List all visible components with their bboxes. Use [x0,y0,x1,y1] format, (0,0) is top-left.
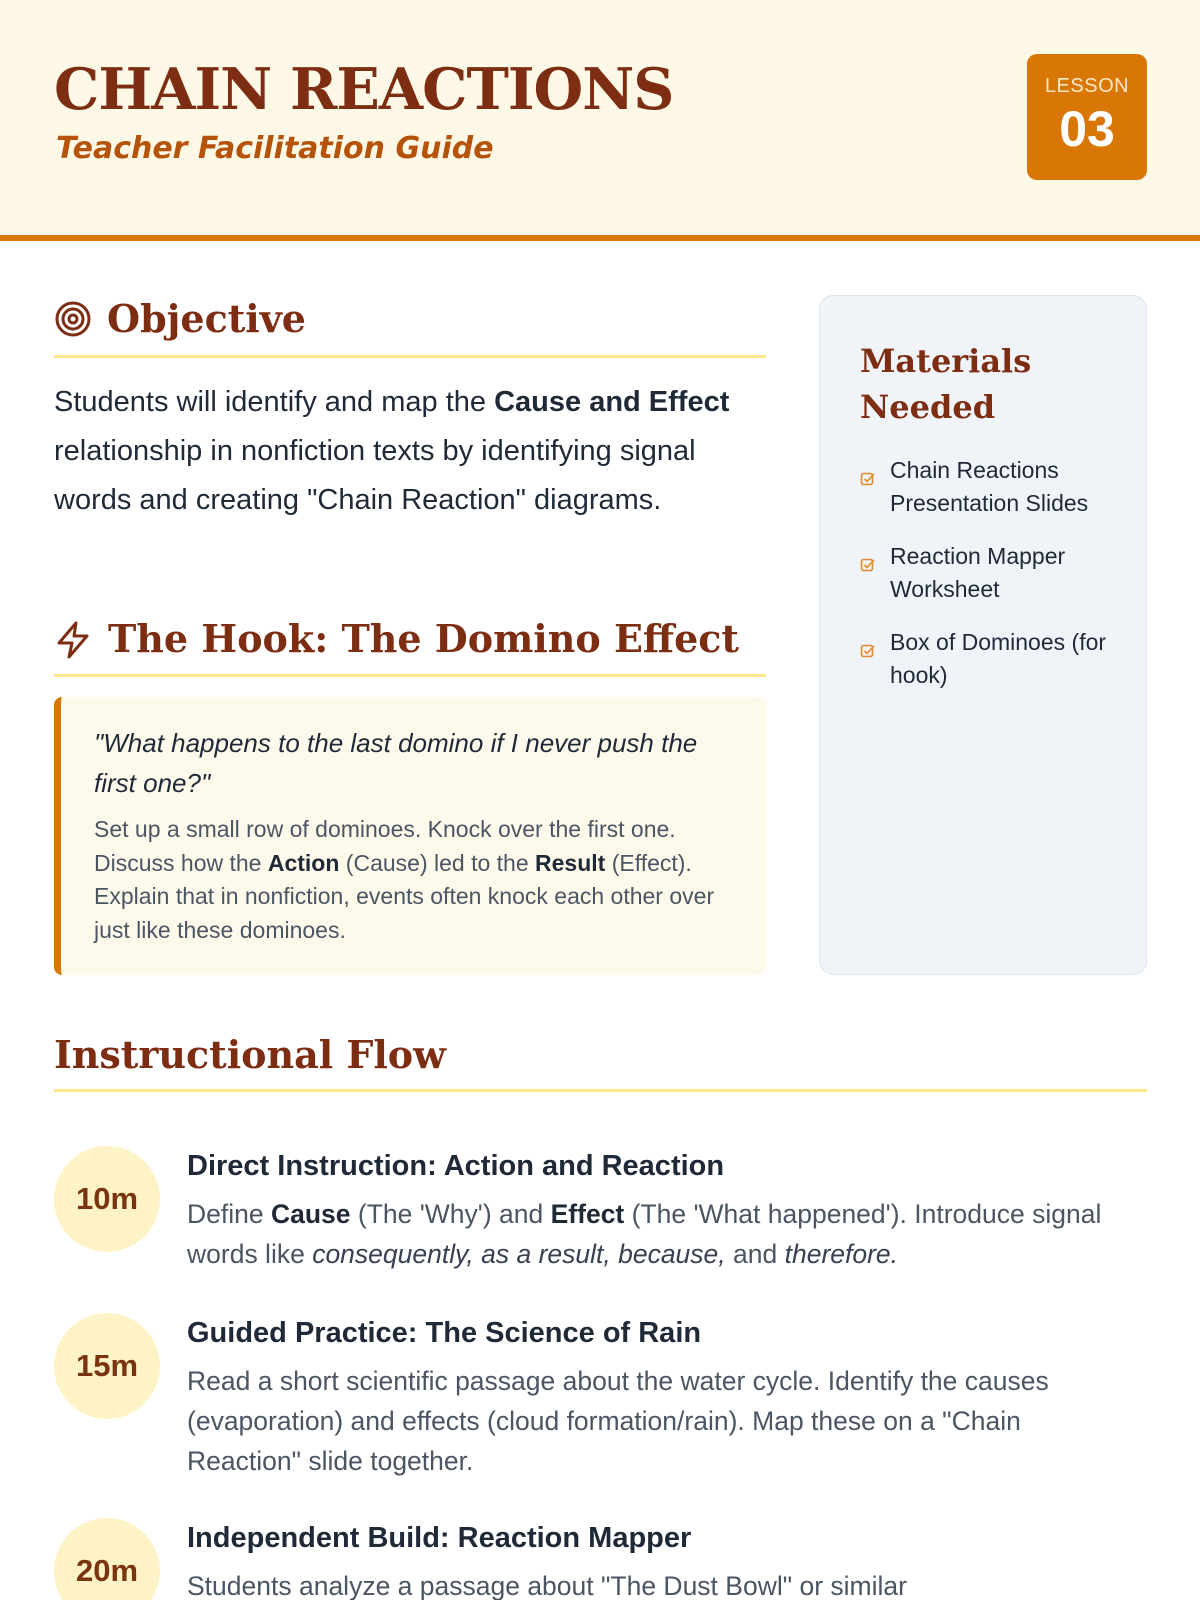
page-subtitle: Teacher Facilitation Guide [56,131,494,166]
hook-quote: "What happens to the last domino if I never push the first one?" [94,728,698,798]
materials-item: Chain Reactions Presentation Slides [860,454,1120,520]
hook-section-header [54,614,766,677]
lesson-number: 03 [1059,101,1115,157]
flow-step-description: Define Cause (The 'Why') and Effect (The 'What happened'). Introduce signal words like consequently, as a result, because, and therefore. [187,1199,1102,1269]
flow-step-description: Students analyze a passage about "The Dust Bowl" or similar [187,1571,907,1600]
checkbox-icon [860,549,876,582]
flow-section-header [54,1030,1147,1092]
page-title: CHAIN REACTIONS [54,56,674,123]
materials-item: Reaction Mapper Worksheet [860,540,1120,606]
checkbox-icon [860,635,876,668]
objective-section-header [54,296,766,358]
duration-badge: 15m [54,1313,160,1419]
hook-callout [54,697,766,975]
materials-list [860,454,1120,712]
lightning-icon [54,620,92,665]
flow-step-title: Direct Instruction: Action and Reaction [187,1150,725,1182]
page-header [0,0,1200,241]
flow-step-description: Read a short scientific passage about the water cycle. Identify the causes (evaporation) and effects (cloud formation/rain). Map these on a "Chain Reaction" slide together. [187,1366,1049,1476]
target-icon [54,300,92,343]
flow-step-title: Guided Practice: The Science of Rain [187,1317,702,1349]
hook-heading: The Hook: The Domino Effect [108,616,739,661]
duration-badge: 10m [54,1146,160,1252]
hook-description: Set up a small row of dominoes. Knock over the first one. Discuss how the Action (Cause) led to the Result (Effect). Explain that in nonfiction, events often knock each other over just like these dominoes. [94,816,715,943]
objective-heading: Objective [107,296,306,341]
duration-badge: 20m [54,1518,160,1600]
lesson-label: LESSON [1044,75,1130,97]
materials-heading: Materials Needed [860,342,1032,426]
flow-heading: Instructional Flow [54,1032,446,1077]
materials-item: Box of Dominoes (for hook) [860,626,1120,692]
objective-text: Students will identify and map the Cause and Effect relationship in nonfiction texts by identifying signal words and creating "Chain Reaction" diagrams. [54,386,730,516]
materials-panel [819,295,1147,975]
flow-step-title: Independent Build: Reaction Mapper [187,1522,692,1554]
lesson-badge [1027,54,1147,180]
checkbox-icon [860,463,876,496]
